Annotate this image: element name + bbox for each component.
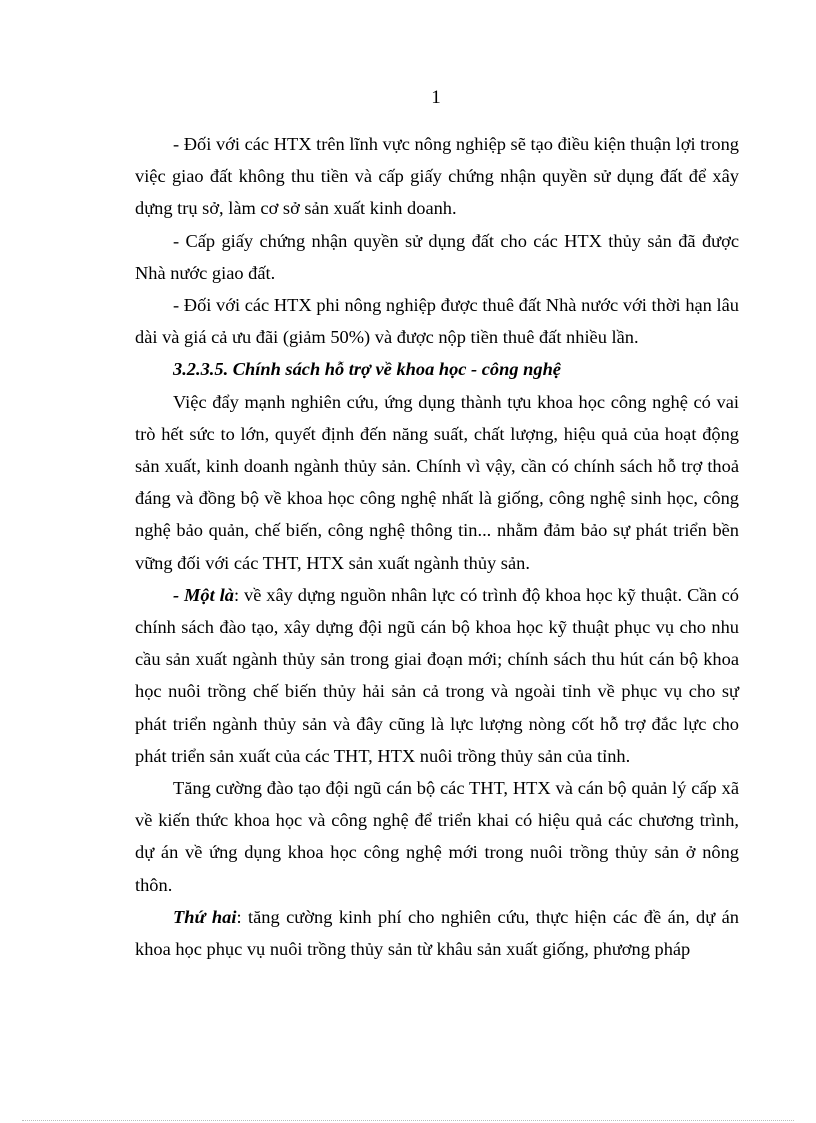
section-heading-text: 3.2.3.5. Chính sách hỗ trợ về khoa học - công nghệ — [173, 359, 561, 380]
paragraph-text: - Cấp giấy chứng nhận quyền sử dụng đất cho các HTX thủy sản đã được Nhà nước giao đất. — [135, 230, 739, 283]
paragraph-text: Việc đẩy mạnh nghiên cứu, ứng dụng thành tựu khoa học công nghệ có vai trò hết sức to lớn, quyết định đến năng suất, chất lượng, hiệu quả của hoạt động sản xuất, kinh doanh ngành thủy sản. Chính vì vậy, cần có chính sách hỗ trợ thoả đáng và đồng bộ về khoa học công nghệ nhất là giống, công nghệ sinh học, công nghệ bảo quản, chế biến, công nghệ thông tin... nhằm đảm bảo sự phát triển bền vững đối với các THT, HTX sản xuất ngành thủy sản. — [135, 391, 739, 573]
paragraph-lead: - Một là — [173, 584, 234, 605]
paragraph-text: : tăng cường kinh phí cho nghiên cứu, thực hiện các đề án, dự án khoa học phục vụ nuôi trồng thủy sản từ khâu sản xuất giống, phương pháp — [135, 906, 739, 960]
paragraph-training — [135, 772, 739, 901]
paragraph-text: Tăng cường đào tạo đội ngũ cán bộ các THT, HTX và cán bộ quản lý cấp xã về kiến thức khoa học và công nghệ để triển khai có hiệu quả các chương trình, dự án về ứng dụng khoa học công nghệ mới trong nuôi trồng thủy sản ở nông thôn. — [135, 778, 739, 895]
paragraph-text: - Đối với các HTX trên lĩnh vực nông nghiệp sẽ tạo điều kiện thuận lợi trong việc giao đất không thu tiền và cấp giấy chứng nhận quyền sử dụng đất để xây dựng trụ sở, làm cơ sở sản xuất kinh doanh. — [135, 134, 739, 219]
paragraph-first-point — [135, 579, 739, 772]
paragraph-land-certificate — [135, 225, 739, 289]
page-bottom-divider — [22, 1120, 794, 1121]
paragraph-text: - Đối với các HTX phi nông nghiệp được thuê đất Nhà nước với thời hạn lâu dài và giá cả ưu đãi (giảm 50%) và được nộp tiền thuê đất nhiều lần. — [135, 295, 739, 348]
paragraph-text: : về xây dựng nguồn nhân lực có trình độ khoa học kỹ thuật. Cần có chính sách đào tạo, xây dựng đội ngũ cán bộ khoa học kỹ thuật phục vụ cho nhu cầu sản xuất ngành thủy sản trong giai đoạn mới; chính sách thu hút cán bộ khoa học nuôi trồng chế biến thủy hải sản cả trong và ngoài tỉnh về phục vụ cho sự phát triển ngành thủy sản và đây cũng là lực lượng nòng cốt hỗ trợ đắc lực cho phát triển sản xuất của các THT, HTX nuôi trồng thủy sản của tỉnh. — [135, 584, 739, 766]
paragraph-second-point — [135, 901, 739, 965]
paragraph-science-tech-intro — [135, 386, 739, 579]
page-number: 1 — [431, 87, 441, 108]
paragraph-land-allocation — [135, 128, 739, 225]
document-body — [135, 128, 739, 965]
paragraph-lead: Thứ hai — [173, 906, 237, 927]
paragraph-non-agri-lease — [135, 289, 739, 353]
section-heading — [135, 353, 739, 385]
